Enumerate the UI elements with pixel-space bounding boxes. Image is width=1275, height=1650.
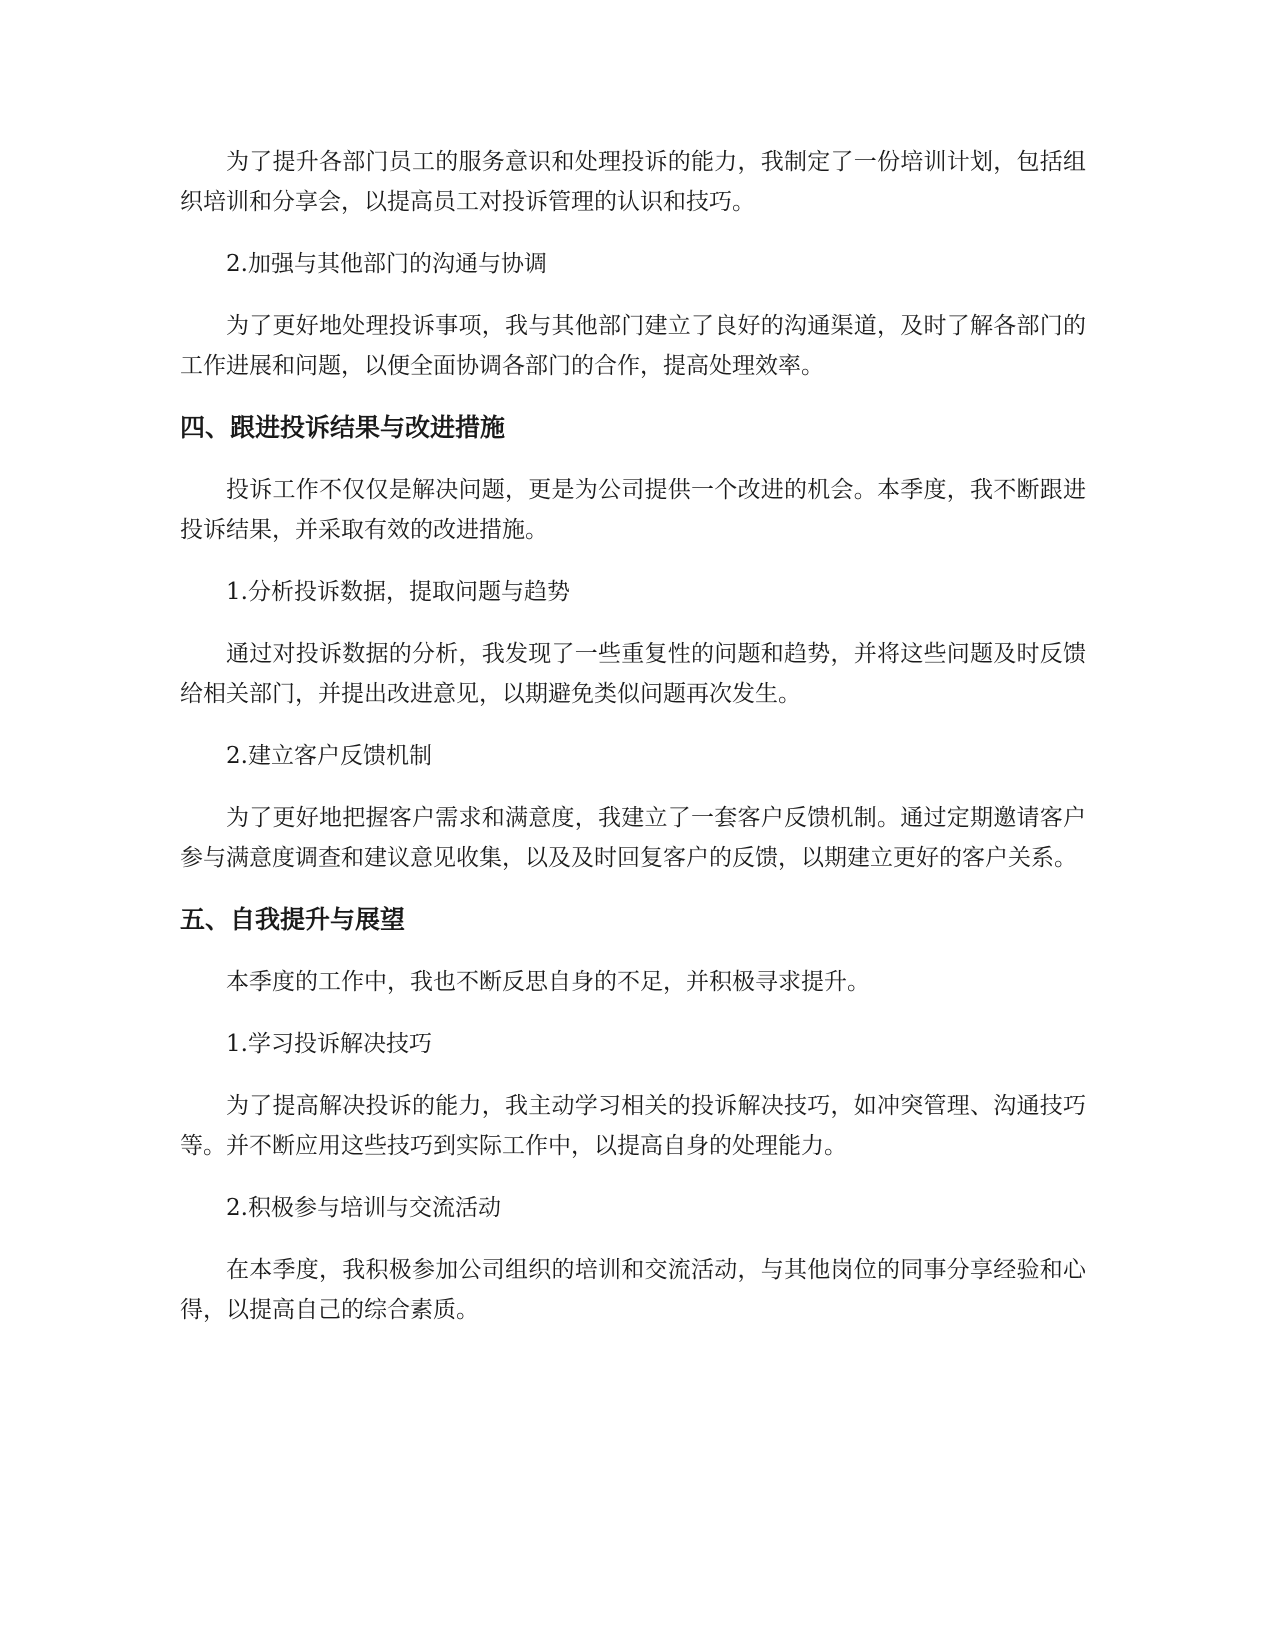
section-heading-4: 四、跟进投诉结果与改进措施 [180,413,506,442]
document-page [180,142,1086,1352]
paragraph-analyze-data: 通过对投诉数据的分析，我发现了一些重复性的问题和趋势，并将这些问题及时反馈给相关部门，并提出改进意见，以期避免类似问题再次发生。 [180,641,1086,707]
paragraph-dept-communication: 为了更好地处理投诉事项，我与其他部门建立了良好的沟通渠道，及时了解各部门的工作进展和问题，以便全面协调各部门的合作，提高处理效率。 [180,313,1086,379]
subheading-dept-communication: 2.加强与其他部门的沟通与协调 [226,251,547,277]
section-heading-5: 五、自我提升与展望 [180,905,406,934]
subheading-feedback-mechanism: 2.建立客户反馈机制 [226,743,432,769]
paragraph-followup-intro: 投诉工作不仅仅是解决问题，更是为公司提供一个改进的机会。本季度，我不断跟进投诉结果，并采取有效的改进措施。 [180,477,1086,543]
paragraph-self-improvement-intro: 本季度的工作中，我也不断反思自身的不足，并积极寻求提升。 [226,969,870,995]
subheading-analyze-data: 1.分析投诉数据，提取问题与趋势 [226,579,570,605]
paragraph-learn-skills: 为了提高解决投诉的能力，我主动学习相关的投诉解决技巧，如冲突管理、沟通技巧等。并不断应用这些技巧到实际工作中，以提高自身的处理能力。 [180,1093,1086,1159]
paragraph-training-plan: 为了提升各部门员工的服务意识和处理投诉的能力，我制定了一份培训计划，包括组织培训和分享会，以提高员工对投诉管理的认识和技巧。 [180,149,1086,215]
paragraph-training-exchange: 在本季度，我积极参加公司组织的培训和交流活动，与其他岗位的同事分享经验和心得，以提高自己的综合素质。 [180,1257,1086,1323]
subheading-training-exchange: 2.积极参与培训与交流活动 [226,1195,501,1221]
paragraph-feedback-mechanism: 为了更好地把握客户需求和满意度，我建立了一套客户反馈机制。通过定期邀请客户参与满意度调查和建议意见收集，以及及时回复客户的反馈，以期建立更好的客户关系。 [180,805,1086,871]
subheading-learn-skills: 1.学习投诉解决技巧 [226,1031,432,1057]
